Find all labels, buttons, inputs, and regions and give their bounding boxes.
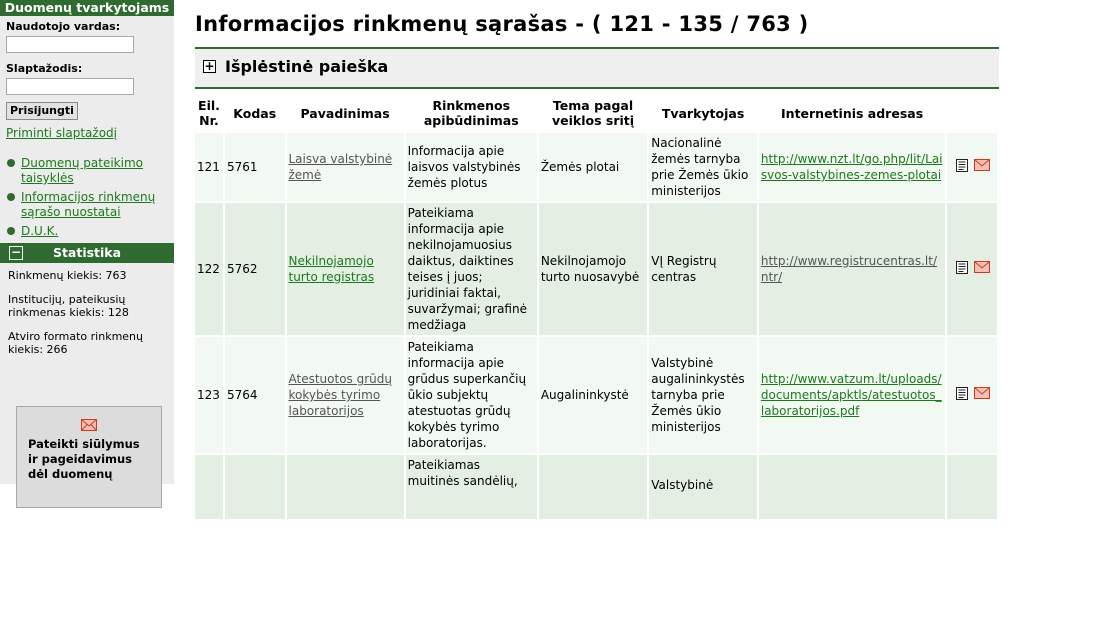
cell-pavadinimas: [287, 203, 404, 335]
table-header-row: [195, 95, 997, 131]
cell-adresas: [759, 203, 945, 335]
cell-tvarkytojas: Valstybinė augalininkystės tarnyba prie Žemės ūkio ministerijos: [649, 337, 757, 453]
col-header-apibudinimas: Rinkmenos apibūdinimas: [423, 98, 519, 128]
col-header-actions: [947, 95, 997, 131]
cell-tema: Augalininkystė: [539, 337, 647, 453]
sidebar-link-rules[interactable]: Duomenų pateikimo taisyklės: [21, 156, 143, 185]
cell-eil: 122: [195, 203, 223, 335]
envelope-icon: [81, 419, 97, 431]
envelope-icon[interactable]: [974, 159, 990, 171]
cell-apibudinimas: Pateikiamas muitinės sandėlių,: [406, 455, 537, 519]
cell-tema: Žemės plotai: [539, 133, 647, 201]
sidebar-links: [0, 156, 174, 239]
col-header-kodas: Kodas: [233, 105, 277, 121]
main-content: [195, 0, 999, 521]
col-header-eil: Eil. Nr.: [198, 98, 220, 128]
cell-actions: [947, 337, 997, 453]
col-header-tvarkytojas: Tvarkytojas: [661, 105, 745, 121]
username-label: Naudotojo vardas:: [6, 20, 121, 33]
cell-apibudinimas: Informacija apie laisvos valstybinės žemės plotus: [406, 133, 537, 201]
cell-tema: [539, 455, 647, 519]
cell-actions: [947, 203, 997, 335]
cell-tvarkytojas: Valstybinė: [649, 455, 757, 519]
statistics-list: [0, 263, 174, 356]
dataset-url-link[interactable]: http://www.registrucentras.lt/ntr/: [760, 254, 938, 284]
dataset-url-link[interactable]: http://www.nzt.lt/go.php/lit/Laisvos-valstybines-zemes-plotai: [760, 152, 943, 182]
bullet-icon: [7, 159, 15, 167]
cell-kodas: [225, 455, 285, 519]
cell-tvarkytojas: Nacionalinė žemės tarnyba prie Žemės ūkio ministerijos: [649, 133, 757, 201]
dataset-name-link[interactable]: Nekilnojamojo turto registras: [288, 254, 375, 284]
envelope-icon[interactable]: [974, 261, 990, 273]
sidebar: [0, 0, 174, 484]
dataset-url-link[interactable]: http://www.vatzum.lt/uploads/documents/apktls/atestuotos_laboratorijos.pdf: [760, 372, 942, 418]
table-row: [195, 133, 997, 201]
login-form: [0, 16, 174, 120]
cell-kodas: 5762: [225, 203, 285, 335]
dataset-name-link[interactable]: Laisva valstybinė žemė: [288, 152, 393, 182]
bullet-icon: [7, 227, 15, 235]
sidebar-item-regulations: [7, 190, 174, 220]
sidebar-header: Duomenų tvarkytojams: [0, 0, 174, 16]
cell-actions: [947, 133, 997, 201]
details-icon[interactable]: [955, 159, 969, 172]
sidebar-item-faq: [7, 224, 174, 239]
cell-kodas: 5764: [225, 337, 285, 453]
col-header-pavadinimas: Pavadinimas: [300, 105, 390, 121]
stat-institutions-count: Institucijų, pateikusių rinkmenas kiekis: 128: [8, 293, 129, 319]
cell-pavadinimas: [287, 133, 404, 201]
login-button[interactable]: Prisijungti: [6, 102, 78, 120]
bullet-icon: [7, 193, 15, 201]
remind-password-link[interactable]: Priminti slaptažodį: [6, 126, 117, 140]
suggestion-box[interactable]: [16, 406, 162, 508]
sidebar-link-faq[interactable]: D.U.K.: [21, 224, 59, 238]
statistics-title: Statistika: [52, 245, 122, 260]
datasets-table: [193, 93, 999, 521]
col-header-tema: Tema pagal veiklos sritį: [552, 98, 635, 128]
details-icon[interactable]: [955, 261, 969, 274]
suggestion-text: Pateikti siūlymus ir pageidavimus dėl duomenų: [28, 437, 140, 481]
sidebar-link-regulations[interactable]: Informacijos rinkmenų sąrašo nuostatai: [21, 190, 156, 219]
expand-plus-icon[interactable]: +: [204, 59, 215, 73]
envelope-icon[interactable]: [974, 387, 990, 399]
table-row: [195, 203, 997, 335]
collapse-icon[interactable]: −: [10, 245, 22, 259]
stat-open-format-count: Atviro formato rinkmenų kiekis: 266: [8, 330, 143, 356]
cell-adresas: [759, 337, 945, 453]
cell-eil: 123: [195, 337, 223, 453]
password-label: Slaptažodis:: [6, 62, 83, 75]
cell-adresas: [759, 133, 945, 201]
table-row: [195, 337, 997, 453]
cell-tema: Nekilnojamojo turto nuosavybė: [539, 203, 647, 335]
table-row: [195, 455, 997, 519]
sidebar-item-rules: [7, 156, 174, 186]
dataset-name-link[interactable]: Atestuotos grūdų kokybės tyrimo laboratorijos: [288, 372, 392, 418]
cell-eil: [195, 455, 223, 519]
cell-adresas: [759, 455, 945, 519]
cell-eil: 121: [195, 133, 223, 201]
statistics-header: [0, 243, 174, 263]
cell-pavadinimas: [287, 337, 404, 453]
cell-actions: [947, 455, 997, 519]
cell-pavadinimas: [287, 455, 404, 519]
cell-kodas: 5761: [225, 133, 285, 201]
cell-tvarkytojas: VĮ Registrų centras: [649, 203, 757, 335]
cell-apibudinimas: Pateikiama informacija apie grūdus superkančių ūkio subjektų atestuotas grūdų kokybės tyrimo laboratorijas.: [406, 337, 537, 453]
cell-apibudinimas: Pateikiama informacija apie nekilnojamuosius daiktus, daiktines teises į juos; juridiniai faktai, suvaržymai; grafinė medžiaga: [406, 203, 537, 335]
details-icon[interactable]: [955, 387, 969, 400]
col-header-adresas: Internetinis adresas: [781, 105, 924, 121]
stat-files-count: Rinkmenų kiekis: 763: [8, 269, 127, 282]
advanced-search-bar[interactable]: [195, 47, 999, 89]
page-title: Informacijos rinkmenų sąrašas - ( 121 - 135 / 763 ): [195, 12, 809, 36]
advanced-search-label[interactable]: Išplėstinė paieška: [225, 57, 389, 76]
password-input[interactable]: [6, 78, 134, 95]
username-input[interactable]: [6, 36, 134, 53]
